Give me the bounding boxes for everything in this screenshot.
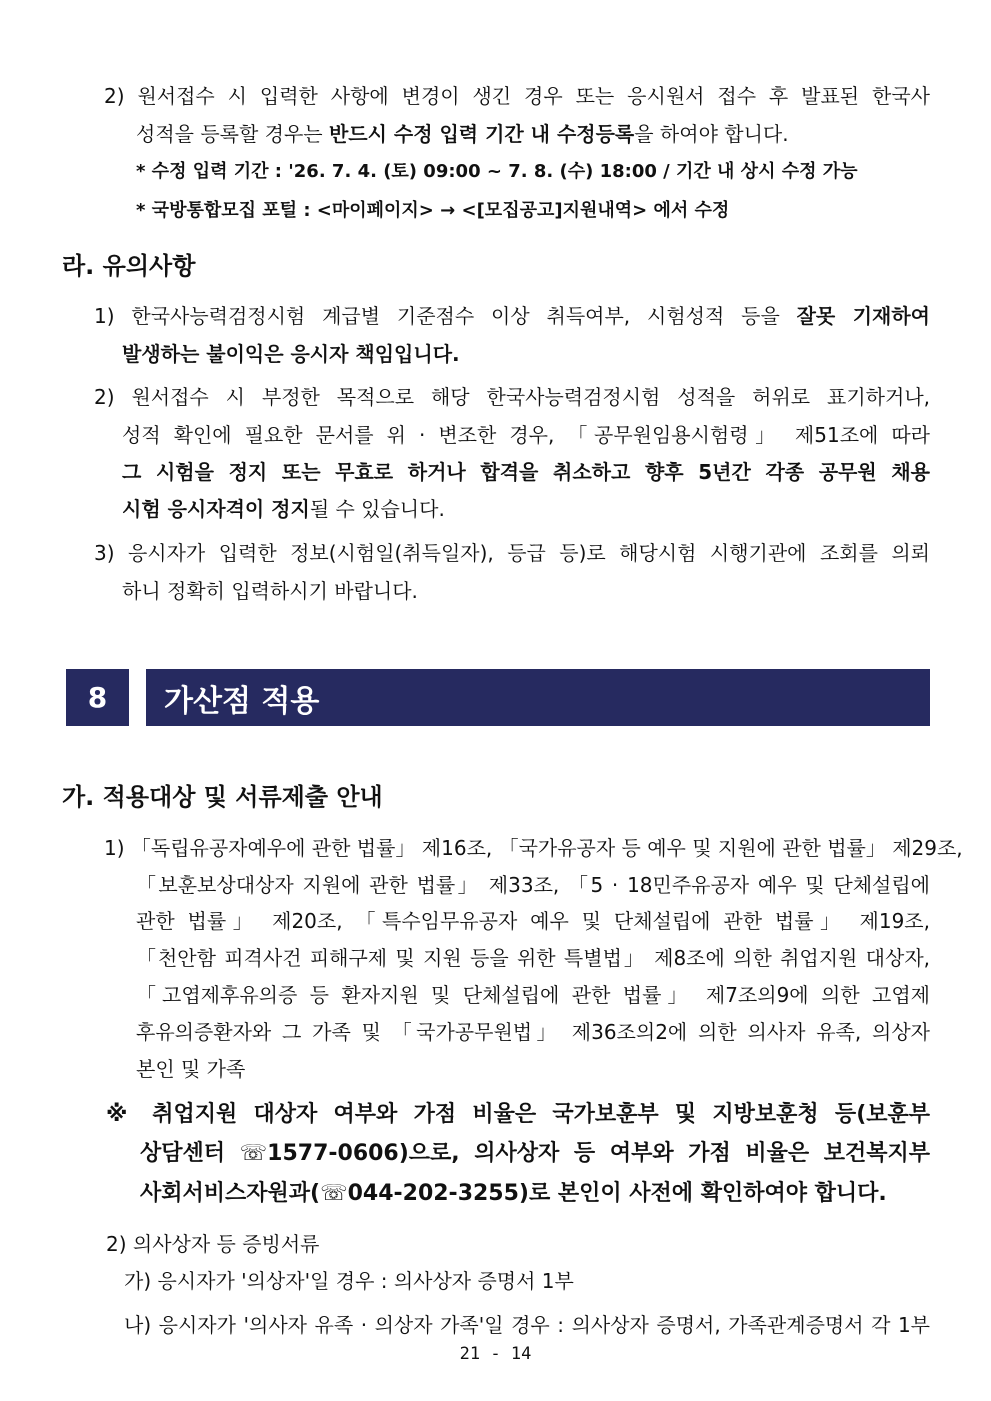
caution-3-line-2: 하니 정확히 입력하시기 바랍니다. <box>122 579 418 603</box>
heading-cautions: 라. 유의사항 <box>62 252 196 280</box>
eligibility-line-2: 「보훈보상대상자 지원에 관한 법률」 제33조, 「5 · 18민주유공자 예우 및 단체설립에 <box>136 873 930 897</box>
item-2-emphasis: 반드시 수정 입력 기간 내 수정등록 <box>328 122 635 146</box>
eligibility-line-6: 후유의증환자와 그 가족 및 「국가공무원법」 제36조의2에 의한 의사자 유족, 의상자 <box>136 1020 930 1044</box>
item-2-text: 성적을 등록할 경우는 <box>136 122 329 146</box>
eligibility-line-5: 「고엽제후유의증 등 환자지원 및 단체설립에 관한 법률」 제7조의9에 의한 고엽제 <box>136 983 930 1007</box>
heading-eligibility: 가. 적용대상 및 서류제출 안내 <box>62 783 383 811</box>
proof-docs-sub-b: 나) 응시자가 '의사자 유족 · 의상자 가족'일 경우 : 의사상자 증명서, 가족관계증명서 각 1부 <box>124 1313 930 1337</box>
caution-2-line-3: 그 시험을 정지 또는 무효로 하거나 합격을 취소하고 향후 5년간 각종 공무원 채용 <box>122 460 930 484</box>
eligibility-line-7: 본인 및 가족 <box>136 1057 246 1081</box>
proof-docs-sub-a: 가) 응시자가 '의상자'일 경우 : 의사상자 증명서 1부 <box>124 1269 574 1293</box>
proof-docs-item: 2) 의사상자 등 증빙서류 <box>106 1232 320 1256</box>
notice-line-1: ※ 취업지원 대상자 여부와 가점 비율은 국가보훈부 및 지방보훈청 등(보훈부 <box>106 1102 930 1127</box>
caution-2-line-4 <box>122 495 445 523</box>
section-title: 가산점 적용 <box>146 669 930 726</box>
caution-2-line-2: 성적 확인에 필요한 문서를 위 · 변조한 경우, 「공무원임용시험령」 제51조에 따라 <box>122 423 930 447</box>
caution-1-emphasis: 잘못 기재하여 <box>796 304 930 328</box>
item-2-line-1: 2) 원서접수 시 입력한 사항에 변경이 생긴 경우 또는 응시원서 접수 후 발표된 한국사 <box>104 84 930 108</box>
eligibility-line-1: 1) 「독립유공자예우에 관한 법률」 제16조, 「국가유공자 등 예우 및 지원에 관한 법률」 제29조, <box>104 836 963 860</box>
notice-line-3: 사회서비스자원과(☏044-202-3255)로 본인이 사전에 확인하여야 합니다. <box>140 1181 887 1206</box>
caution-2-line-1: 2) 원서접수 시 부정한 목적으로 해당 한국사능력검정시험 성적을 허위로 표기하거나, <box>94 385 930 409</box>
caution-1-line-1 <box>94 302 930 330</box>
caution-2-emphasis: 시험 응시자격이 정지 <box>122 497 310 521</box>
note-portal-path: * 국방통합모집 포털 : <마이페이지> → <[모집공고]지원내역> 에서 수정 <box>136 200 730 221</box>
section-number: 8 <box>66 669 129 726</box>
caution-1-line-2: 발생하는 불이익은 응시자 책임입니다. <box>122 342 460 366</box>
eligibility-line-3: 관한 법률」 제20조, 「특수임무유공자 예우 및 단체설립에 관한 법률」 제19조, <box>136 909 930 933</box>
caution-3-line-1: 3) 응시자가 입력한 정보(시험일(취득일자), 등급 등)로 해당시험 시행기관에 조회를 의뢰 <box>94 541 930 565</box>
note-edit-period: * 수정 입력 기간 : '26. 7. 4. (토) 09:00 ~ 7. 8. (수) 18:00 / 기간 내 상시 수정 가능 <box>136 161 858 182</box>
item-2-text-end: 을 하여야 합니다. <box>634 122 789 146</box>
notice-line-2: 상담센터 ☏1577-0606)으로, 의사상자 등 여부와 가점 비율은 보건복지부 <box>140 1141 930 1166</box>
eligibility-line-4: 「천안함 피격사건 피해구제 및 지원 등을 위한 특별법」 제8조에 의한 취업지원 대상자, <box>136 946 930 970</box>
item-2-line-2 <box>136 120 789 148</box>
caution-2-text-end: 될 수 있습니다. <box>309 497 445 521</box>
page-number: 21 - 14 <box>459 1344 532 1364</box>
caution-1-text: 1) 한국사능력검정시험 계급별 기준점수 이상 취득여부, 시험성적 등을 <box>94 304 797 328</box>
